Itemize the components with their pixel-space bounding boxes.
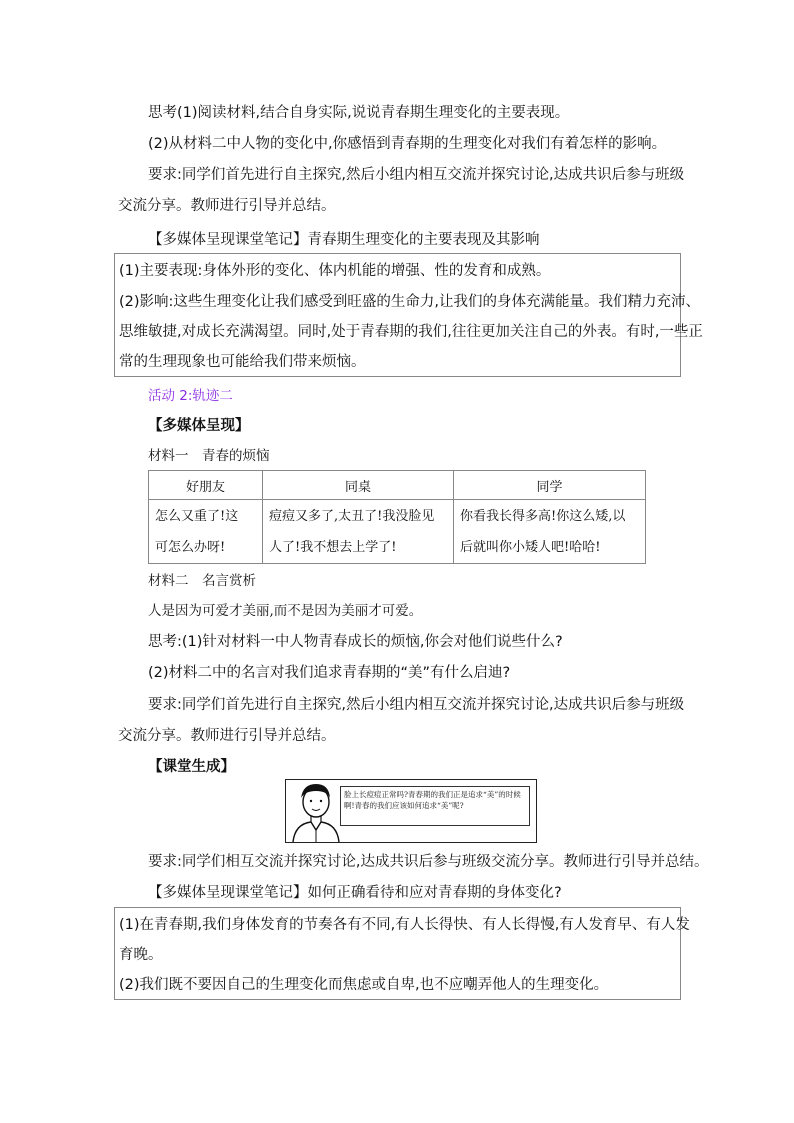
table-row <box>149 500 646 564</box>
think-question-1: 思考:(1)针对材料一中人物青春成长的烦恼,你会对他们说些什么? <box>148 634 563 650</box>
boy-illustration <box>285 779 537 843</box>
activity-title: 活动 2:轨迹二 <box>148 388 233 404</box>
think-question-2: (2)从材料二中人物的变化中,你感悟到青春期的生理变化对我们有着怎样的影响。 <box>148 136 667 152</box>
class-gen-heading: 【课堂生成】 <box>148 759 235 775</box>
note-heading: 【多媒体呈现课堂笔记】青春期生理变化的主要表现及其影响 <box>148 232 540 248</box>
note-line: (1)在青春期,我们身体发育的节奏各有不同,有人长得快、有人长得慢,有人发育早、有人发 <box>119 917 690 933</box>
material-2-label: 材料二 名言赏析 <box>148 573 256 589</box>
media-heading: 【多媒体呈现】 <box>148 418 250 434</box>
quote-text: 人是因为可爱才美丽,而不是因为美丽才可爱。 <box>148 603 423 619</box>
note-line: 思维敏捷,对成长充满渴望。同时,处于青春期的我们,往往更加关注自己的外表。有时,一些正 <box>119 324 703 340</box>
column-header: 同桌 <box>263 471 454 500</box>
requirement-line-2: 交流分享。教师进行引导并总结。 <box>118 198 336 214</box>
worries-table <box>148 470 646 564</box>
boy-illustration-icon <box>287 780 343 842</box>
table-cell: 痘痘又多了,太丑了!我没脸见 人了!我不想去上学了! <box>263 500 454 564</box>
material-1-label: 材料一 青春的烦恼 <box>148 448 270 464</box>
note-line: 常的生理现象也可能给我们带来烦恼。 <box>119 354 366 370</box>
table-cell: 怎么又重了!这 可怎么办呀! <box>149 500 263 564</box>
requirement-line-1: 要求:同学们首先进行自主探究,然后小组内相互交流并探究讨论,达成共识后参与班级 <box>148 167 685 183</box>
note-box-2 <box>114 907 690 1000</box>
column-header: 同学 <box>454 471 646 500</box>
note-heading: 【多媒体呈现课堂笔记】如何正确看待和应对青春期的身体变化? <box>148 885 562 901</box>
requirement-line-2: 交流分享。教师进行引导并总结。 <box>118 728 336 744</box>
note-line: (2)我们既不要因自己的生理变化而焦虑或自卑,也不应嘲弄他人的生理变化。 <box>119 977 609 993</box>
table-cell: 你看我长得多高!你这么矮,以 后就叫你小矮人吧!哈哈! <box>454 500 646 564</box>
note-line: (1)主要表现:身体外形的变化、体内机能的增强、性的发育和成熟。 <box>119 263 551 279</box>
class-gen-requirement: 要求:同学们相互交流并探究讨论,达成共识后参与班级交流分享。教师进行引导并总结。 <box>148 854 709 870</box>
think-question-1: 思考(1)阅读材料,结合自身实际,说说青春期生理变化的主要表现。 <box>148 105 570 121</box>
table-header-row <box>149 471 646 500</box>
note-line: (2)影响:这些生理变化让我们感受到旺盛的生命力,让我们的身体充满能量。我们精力充沛、 <box>119 294 701 310</box>
note-line: 育晚。 <box>119 947 163 963</box>
requirement-line-1: 要求:同学们首先进行自主探究,然后小组内相互交流并探究讨论,达成共识后参与班级 <box>148 697 685 713</box>
think-question-2: (2)材料二中的名言对我们追求青春期的“美”有什么启迪? <box>148 665 511 681</box>
column-header: 好朋友 <box>149 471 263 500</box>
note-box-1 <box>114 253 703 377</box>
speech-bubble: 脸上长痘痘正常吗?青春期的我们正是追求“美”的时候啊!青春的我们应该如何追求“美”呢? <box>340 786 530 826</box>
